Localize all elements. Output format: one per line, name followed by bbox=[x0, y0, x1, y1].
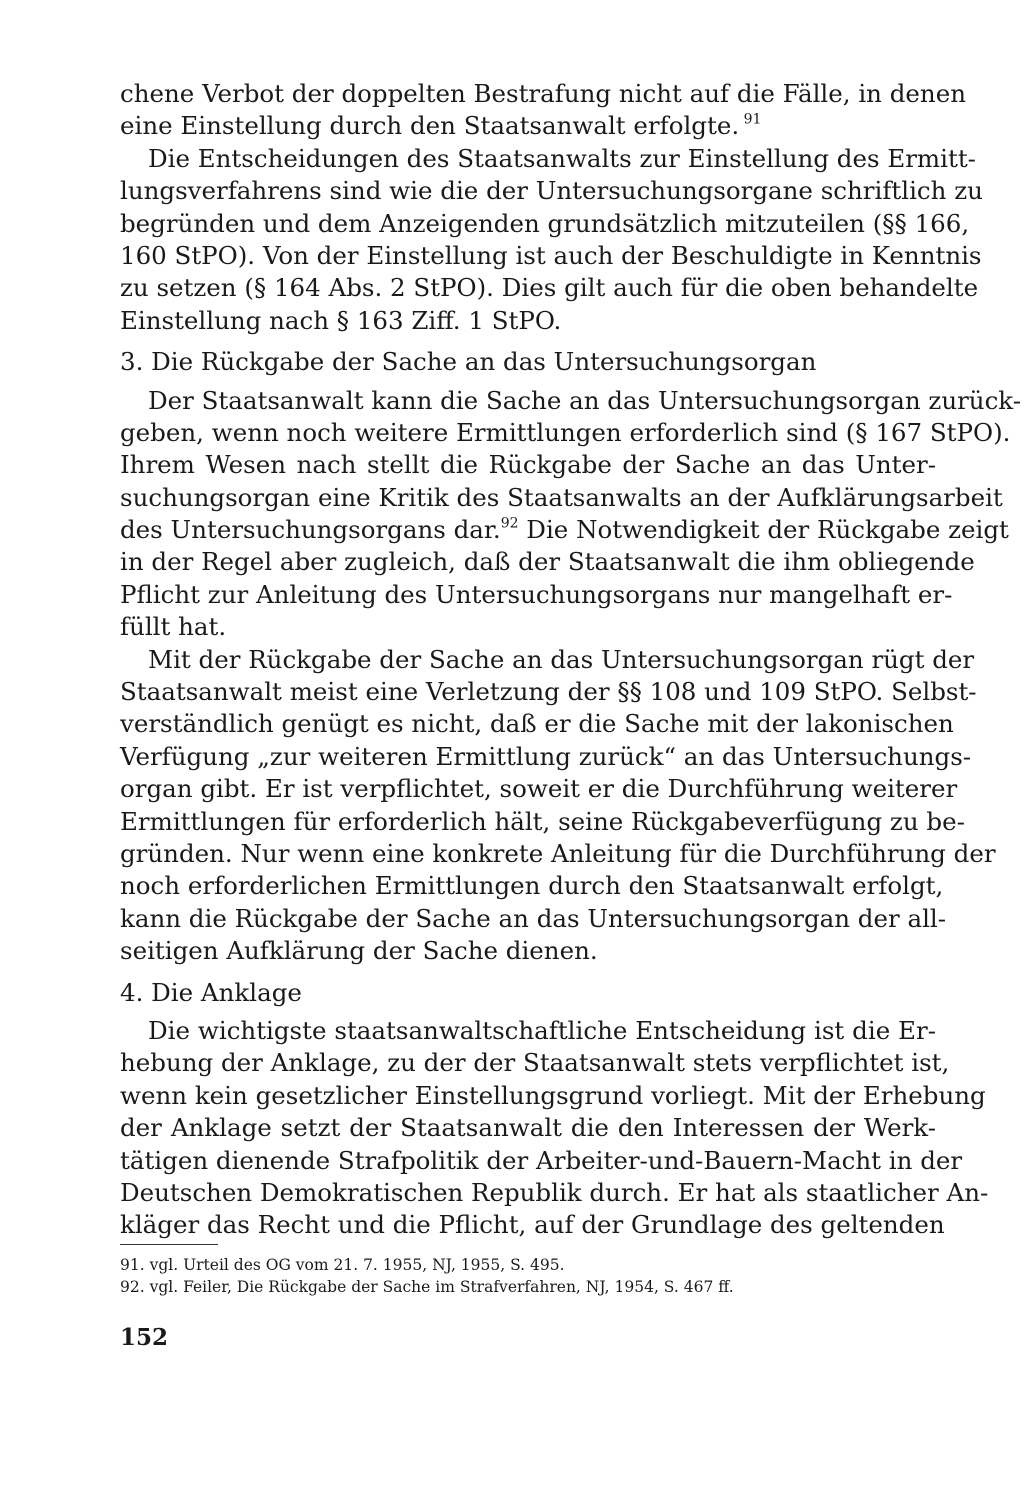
text-line: suchungsorgan eine Kritik des Staatsanwalts an der Aufklärungsarbeit bbox=[120, 482, 1003, 512]
text-line: Ermittlungen für erforderlich hält, seine Rückgabeverfügung zu be- bbox=[120, 806, 965, 836]
text-line: Ihrem Wesen nach stellt die Rückgabe der Sache an das Unter- bbox=[120, 450, 936, 480]
text-line: Einstellung nach § 163 Ziff. 1 StPO. bbox=[120, 305, 562, 335]
text-line: Die wichtigste staatsanwaltschaftliche Entscheidung ist die Er- bbox=[148, 1015, 936, 1045]
section-heading: 3. Die Rückgabe der Sache an das Untersuchungsorgan bbox=[120, 347, 817, 377]
text-line: Die Entscheidungen des Staatsanwalts zur Einstellung des Ermitt- bbox=[148, 143, 976, 173]
text-line: gründen. Nur wenn eine konkrete Anleitung für die Durchführung der bbox=[120, 838, 996, 868]
text-line: verständlich genügt es nicht, daß er die Sache mit der lakonischen bbox=[120, 709, 954, 739]
text-line: wenn kein gesetzlicher Einstellungsgrund vorliegt. Mit der Erhebung bbox=[120, 1080, 986, 1110]
text-line: füllt hat. bbox=[120, 612, 227, 642]
text-line: in der Regel aber zugleich, daß der Staatsanwalt die ihm obliegende bbox=[120, 547, 975, 577]
text-fragment: eine Einstellung durch den Staatsanwalt erfolgte. bbox=[120, 111, 740, 141]
text-line: chene Verbot der doppelten Bestrafung nicht auf die Fälle, in denen bbox=[120, 79, 966, 108]
text-line: tätigen dienende Strafpolitik der Arbeiter-und-Bauern-Macht in der bbox=[120, 1145, 963, 1175]
text-fragment: des Untersuchungsorgans dar. bbox=[120, 515, 501, 545]
book-page-body bbox=[120, 78, 1022, 1242]
text-line: organ gibt. Er ist verpflichtet, soweit er die Durchführung weiterer bbox=[120, 774, 958, 804]
text-line: kläger das Recht und die Pflicht, auf der Grundlage des geltenden bbox=[120, 1210, 945, 1240]
text-line: lungsverfahrens sind wie die der Untersuchungsorgane schriftlich zu bbox=[120, 176, 983, 206]
text-line: Staatsanwalt meist eine Verletzung der §§ 108 und 109 StPO. Selbst- bbox=[120, 677, 977, 707]
text-line: seitigen Aufklärung der Sache dienen. bbox=[120, 936, 598, 966]
section-heading: 4. Die Anklage bbox=[120, 977, 302, 1007]
text-line bbox=[120, 514, 1009, 546]
text-line: Der Staatsanwalt kann die Sache an das Untersuchungsorgan zurück- bbox=[148, 385, 1022, 415]
footnote-ref bbox=[739, 112, 761, 128]
footnote-divider bbox=[120, 1244, 218, 1245]
footnote: 92. vgl. Feiler, Die Rückgabe der Sache im Strafverfahren, NJ, 1954, S. 467 ff. bbox=[120, 1278, 734, 1296]
text-line: begründen und dem Anzeigenden grundsätzlich mitzuteilen (§§ 166, bbox=[120, 208, 970, 238]
text-line: hebung der Anklage, zu der der Staatsanwalt stets verpflichtet ist, bbox=[120, 1048, 950, 1078]
footnotes bbox=[120, 1254, 940, 1298]
footnote: 91. vgl. Urteil des OG vom 21. 7. 1955, NJ, 1955, S. 495. bbox=[120, 1256, 565, 1274]
text-line: der Anklage setzt der Staatsanwalt die den Interessen der Werk- bbox=[120, 1113, 936, 1143]
text-line bbox=[120, 110, 936, 142]
text-line: geben, wenn noch weitere Ermittlungen erforderlich sind (§ 167 StPO). bbox=[120, 417, 1011, 447]
text-line: Mit der Rückgabe der Sache an das Untersuchungsorgan rügt der bbox=[148, 644, 975, 674]
text-line: Verfügung „zur weiteren Ermittlung zurück“ an das Untersuchungs- bbox=[120, 741, 972, 771]
text-line: Deutschen Demokratischen Republik durch. Er hat als staatlicher An- bbox=[120, 1177, 989, 1207]
footnote-ref: 92 bbox=[500, 515, 519, 532]
text-line: Pflicht zur Anleitung des Untersuchungsorgans nur mangelhaft er- bbox=[120, 579, 953, 609]
text-fragment: Die Notwendigkeit der Rückgabe zeigt bbox=[518, 515, 1009, 545]
text-line: kann die Rückgabe der Sache an das Untersuchungsorgan der all- bbox=[120, 903, 947, 933]
text-line: 160 StPO). Von der Einstellung ist auch der Beschuldigte in Kenntnis bbox=[120, 240, 982, 270]
footnote-ref-number: 91 bbox=[743, 111, 762, 128]
page-number: 152 bbox=[120, 1324, 169, 1351]
text-line: zu setzen (§ 164 Abs. 2 StPO). Dies gilt auch für die oben behandelte bbox=[120, 273, 979, 303]
text-line: noch erforderlichen Ermittlungen durch den Staatsanwalt erfolgt, bbox=[120, 871, 944, 901]
